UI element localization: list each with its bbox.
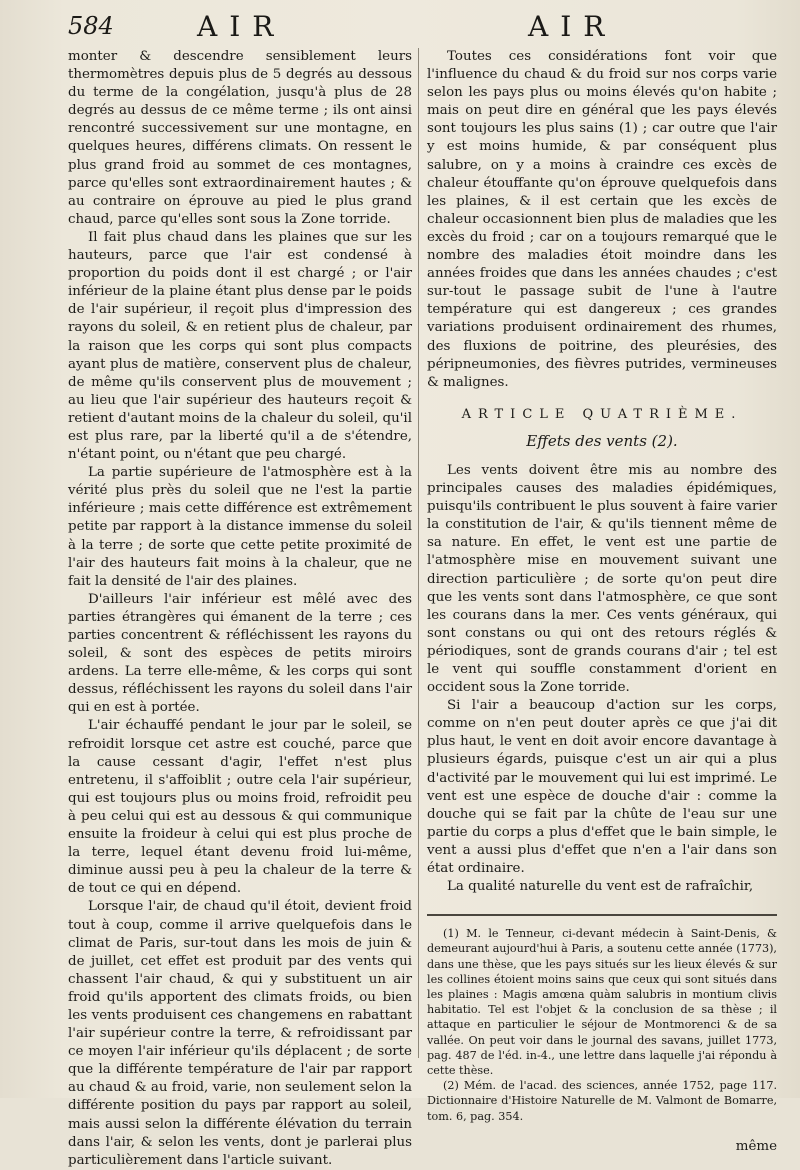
- left-column: [68, 48, 412, 1170]
- paragraph: Lorsque l'air, de chaud qu'il étoit, devient froid tout à coup, comme il arrive quelquefois dans le climat de Paris, sur-tout dans les mois de juin & de juillet, cet effet est produit par des vents qui chassent l'air chaud, & qui y substituent un air froid qu'ils apportent des climats froids, ou bien les vents produisent ces changemens en rabattant l'air supérieur contre la terre, & refroidissant par ce moyen l'air inférieur qu'ils déplacent ; de sorte que la différente température de l'air par rapport au chaud & au froid, varie, non seulement selon la différente position du pays par rapport au soleil, mais aussi selon la différente élévation du terrain dans l'air, & selon les vents, dont je parlerai plus particulièrement dans l'article suivant.: [68, 899, 412, 1168]
- catchword: même: [735, 1138, 777, 1154]
- paragraph: L'air échauffé pendant le jour par le soleil, se refroidit lorsque cet astre est couché, parce que la cause cessant d'agir, l'effet n'est plus entretenu, il s'affoiblit ; outre cela l'air supérieur, qui est toujours plus ou moins froid, refroidit peu à peu celui qui est au dessous & qui communique ensuite la froideur à celui qui est plus proche de la terre, lequel étant devenu froid lui-même, diminue aussi peu à peu la chaleur de la terre & de tout ce qui en dépend.: [68, 718, 412, 897]
- paragraph: D'ailleurs l'air inférieur est mêlé avec des parties étrangères qui émanent de la terre ; ces parties concentrent & réfléchissent les rayons du soleil, & sont des espèces de petits miroirs ardens. La terre elle-même, & les corps qui sont dessus, réfléchissent les rayons du soleil dans l'air qui en est à portée.: [68, 591, 412, 716]
- column-divider: [418, 48, 419, 1058]
- paragraph: La qualité naturelle du vent est de rafraîchir,: [447, 879, 754, 895]
- paragraph: monter & descendre sensiblement leurs thermomètres depuis plus de 5 degrés au dessous du terme de la congélation, jusqu'à plus de 28 degrés au dessus de ce même terme ; ils ont ainsi rencontré successivement sur une montagne, en quelques heures, différens climats. On ressent le plus grand froid au sommet de ces montagnes, parce qu'elles sont extraordinairement hautes ; & au contraire on éprouve au pied le plus grand chaud, parce qu'elles sont sous la Zone torride.: [68, 49, 412, 227]
- paragraph: Si l'air a beaucoup d'action sur les corps, comme on n'en peut douter après ce que j'ai dit plus haut, le vent en doit avoir encore davantage à plusieurs égards, puisque c'est un air qui a plus d'activité par le mouvement qui lui est imprimé. Le vent est une espèce de douche d'air : comme la douche qui se fait par la chûte de l'eau sur une partie du corps a plus d'effet que le bain simple, le vent a aussi plus d'effet que n'en a l'air dans son état ordinaire.: [427, 698, 777, 877]
- article-title: ARTICLE QUATRIÈME.: [461, 406, 743, 422]
- right-column: [427, 48, 777, 1156]
- footnote-rule: [427, 914, 777, 916]
- article-subtitle: Effets des vents (2).: [526, 431, 678, 450]
- running-head-left: AIR: [197, 10, 286, 43]
- footnote: (2) Mém. de l'acad. des sciences, année 1752, page 117. Dictionnaire d'Histoire Naturelle de M. Valmont de Bomarre, tom. 6, pag. 354.: [427, 1079, 777, 1123]
- footnotes: [427, 926, 777, 1124]
- paragraph: Toutes ces considérations font voir que l'influence du chaud & du froid sur nos corps varie selon les pays plus ou moins élevés qu'on habite ; mais on peut dire en général que les pays élevés sont toujours les plus sains (1) ; car outre que l'air y est moins humide, & par conséquent plus salubre, on y a moins à craindre ces excès de chaleur étouffante qu'on éprouve quelquefois dans les plaines, & il est certain que les excès de chaleur occasionnent bien plus de maladies que les excès du froid ; car on a toujours remarqué que le nombre des maladies étoit moindre dans les années froides que dans les années chaudes ; c'est sur-tout le passage subit de l'une à l'autre température qui est dangereux ; ces grandes variations produisent ordinairement des rhumes, des fluxions de poitrine, des pleurésies, des péripneumonies, des fièvres putrides, vermineuses & malignes.: [427, 49, 777, 390]
- page-number: 584: [68, 12, 114, 40]
- running-head-right: AIR: [528, 10, 617, 43]
- paragraph: La partie supérieure de l'atmosphère est à la vérité plus près du soleil que ne l'est la partie inférieure ; mais cette différence est extrêmement petite par rapport à la distance immense du soleil à la terre ; de sorte que cette petite proximité de l'air des hauteurs fait moins à la chaleur, que ne fait la densité de l'air des plaines.: [68, 465, 412, 589]
- paragraph: Les vents doivent être mis au nombre des principales causes des maladies épidémiques, puisqu'ils contribuent le plus souvent à faire varier la constitution de l'air, & qu'ils tiennent même de sa nature. En effet, le vent est une partie de l'atmosphère mise en mouvement suivant une direction particulière ; de sorte qu'on peut dire que les vents sont dans l'atmosphère, ce que sont les courans dans la mer. Ces vents généraux, qui sont constans ou qui ont des retours réglés & périodiques, sont de grands courans d'air ; tel est le vent qui souffle constamment d'orient en occident sous la Zone torride.: [427, 462, 777, 696]
- paragraph: Il fait plus chaud dans les plaines que sur les hauteurs, parce que l'air est condensé à proportion du poids dont il est chargé ; or l'air inférieur de la plaine étant plus dense par le poids de l'air supérieur, il reçoit plus d'impression des rayons du soleil, & en retient plus de chaleur, par la raison que les corps qui sont plus compacts ayant plus de matière, conservent plus de chaleur, de même qu'ils conservent plus de mouvement ; au lieu que l'air supérieur des hauteurs reçoit & retient d'autant moins de la chaleur du soleil, qu'il est plus rare, par la liberté qu'il a de s'étendre, n'étant point, ou n'étant que peu chargé.: [68, 229, 412, 463]
- footnote: (1) M. le Tenneur, ci-devant médecin à Saint-Denis, & demeurant aujourd'hui à Paris, a soutenu cette année (1773), dans une thèse, que les pays situés sur les lieux élevés & sur les collines étoient moins sains que ceux qui sont situés dans les plaines : Magis amœna quàm salubris in montium clivis habitatio. Tel est l'objet & la conclusion de sa thèse ; il attaque en particulier le séjour de Montmorenci & de sa vallée. On peut voir dans le journal des savans, juillet 1773, pag. 487 de l'éd. in-4., une lettre dans laquelle j'ai répondu à cette thèse.: [427, 927, 777, 1078]
- page-header: [0, 10, 800, 50]
